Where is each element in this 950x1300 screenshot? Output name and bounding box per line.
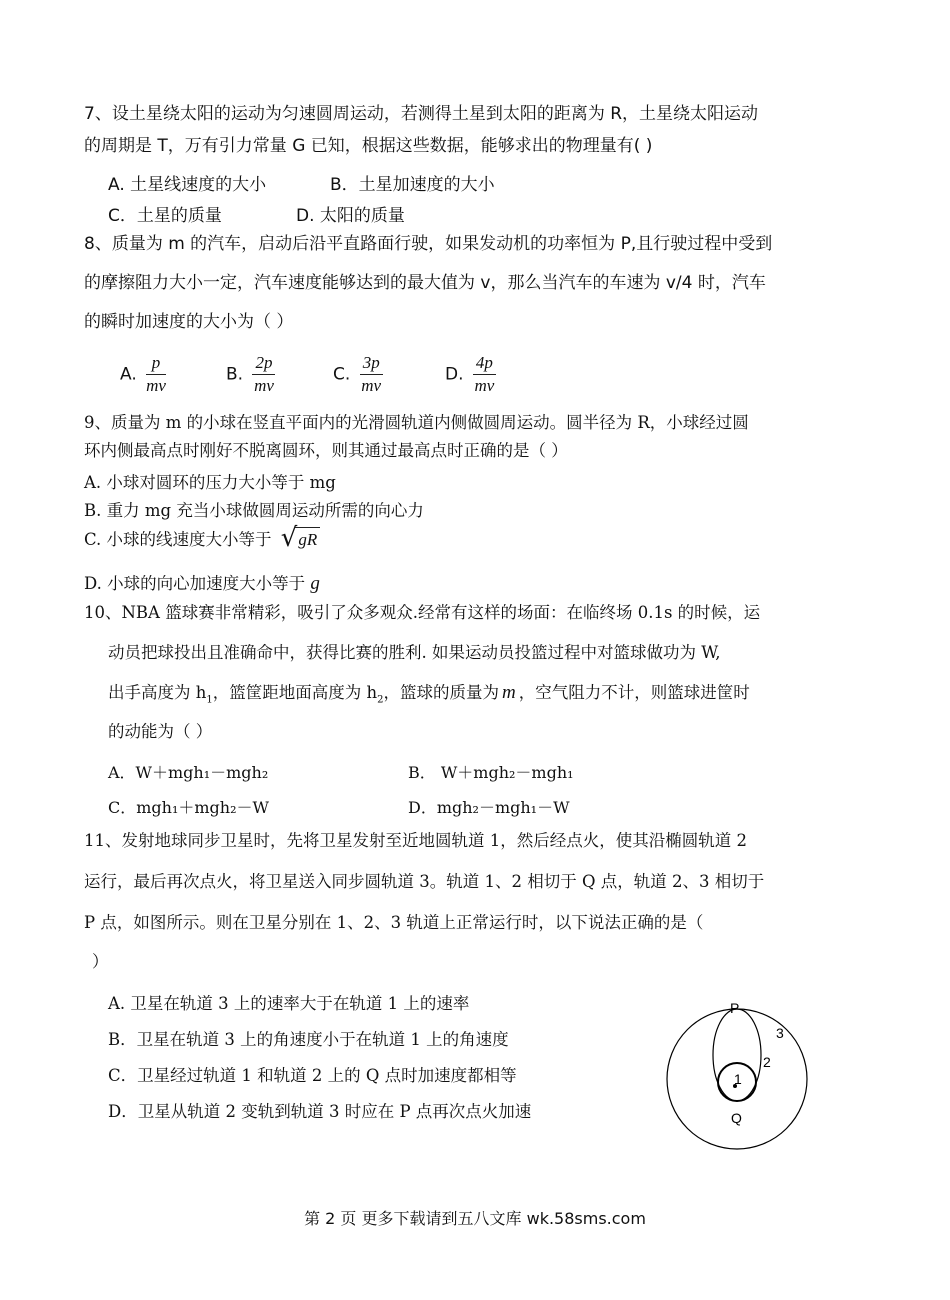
- q11-stem-line4: ）: [92, 952, 109, 971]
- q8-option-a: [120, 353, 166, 396]
- q9-option-d-symbol: g: [310, 573, 320, 594]
- q8-option-b-fraction: [252, 353, 275, 396]
- orbit-2-ellipse: [713, 1009, 761, 1101]
- q9-option-c-sqrt: [281, 523, 320, 553]
- q11-stem-line2: 运行，最后再次点火，将卫星送入同步圆轨道 3。轨道 1、2 相切于 Q 点，轨道 2、3 相切于: [84, 872, 765, 891]
- q10-sub-1: 1: [206, 694, 213, 706]
- q11-option-a: A. 卫星在轨道 3 上的速率大于在轨道 1 上的速率: [108, 994, 470, 1013]
- orbit-diagram: [664, 1000, 814, 1152]
- q9-option-b: B. 重力 mg 充当小球做圆周运动所需的向心力: [84, 501, 424, 520]
- q8-option-b-denominator: mv: [254, 376, 274, 395]
- q8-option-d-label: D.: [445, 364, 464, 385]
- q7-option-c: C．土星的质量: [108, 206, 222, 226]
- q8-option-b-label: B.: [226, 364, 244, 385]
- q8-option-d: [445, 353, 496, 396]
- q7-option-b: B．土星加速度的大小: [330, 175, 495, 195]
- q10-option-c: C．mgh₁＋mgh₂－W: [108, 798, 269, 817]
- q9-option-a: A. 小球对圆环的压力大小等于 mg: [84, 473, 336, 492]
- q10-line3-part-d: ，空气阻力不计，则篮球进筐时: [518, 683, 750, 702]
- q8-option-a-denominator: mv: [146, 376, 166, 395]
- q8-stem-line3: 的瞬时加速度的大小为（ ）: [84, 312, 294, 332]
- q9-option-d: [84, 570, 320, 595]
- q8-stem-line2: 的摩擦阻力大小一定，汽车速度能够达到的最大值为 v，那么当汽车的车速为 v/4 时，汽车: [84, 273, 766, 293]
- q8-option-d-numerator: 4p: [473, 353, 496, 375]
- q7-stem-line1: 7、设土星绕太阳的运动为匀速圆周运动，若测得土星到太阳的距离为 R，土星绕太阳运动: [84, 104, 759, 124]
- q10-option-d: D．mgh₂－mgh₁－W: [408, 798, 570, 817]
- q8-option-a-fraction: [146, 353, 166, 396]
- q8-option-c-numerator: 3p: [360, 353, 383, 375]
- q8-option-a-label: A.: [120, 364, 137, 385]
- q8-option-c-denominator: mv: [361, 376, 382, 395]
- q10-stem-line2: 动员把球投出且准确命中，获得比赛的胜利. 如果运动员投篮过程中对篮球做功为 W,: [108, 643, 721, 662]
- label-p: P: [730, 1000, 740, 1016]
- q11-option-d: D．卫星从轨道 2 变轨到轨道 3 时应在 P 点再次点火加速: [108, 1102, 532, 1121]
- q10-sub-2: 2: [377, 694, 384, 706]
- q11-option-c: C．卫星经过轨道 1 和轨道 2 上的 Q 点时加速度都相等: [108, 1066, 517, 1085]
- label-q: Q: [731, 1110, 742, 1126]
- page-footer: 第 2 页 更多下载请到五八文库 wk.58sms.com: [304, 1209, 646, 1228]
- q11-option-b: B．卫星在轨道 3 上的角速度小于在轨道 1 上的角速度: [108, 1030, 509, 1049]
- q10-stem-line4: 的动能为（ ）: [108, 722, 213, 741]
- q9-stem-line1: 9、质量为 m 的小球在竖直平面内的光滑圆轨道内侧做圆周运动。圆半径为 R，小球经过圆: [84, 413, 749, 432]
- q9-stem-line2: 环内侧最高点时刚好不脱离圆环，则其通过最高点时正确的是（ ）: [84, 441, 568, 460]
- radical-sign: √: [280, 523, 298, 553]
- q10-mass-symbol: m: [502, 682, 516, 703]
- q8-option-c-fraction: [360, 353, 383, 396]
- q8-option-b: [226, 353, 275, 396]
- q9-option-c-radicand: gR: [295, 527, 320, 550]
- q8-stem-line1: 8、质量为 m 的汽车，启动后沿平直路面行驶，如果发动机的功率恒为 P,且行驶过程中受到: [84, 234, 773, 254]
- q8-option-d-denominator: mv: [474, 376, 495, 395]
- q8-option-d-fraction: [473, 353, 496, 396]
- q9-option-d-text: D. 小球的向心加速度大小等于: [84, 574, 306, 593]
- q11-stem-line1: 11、发射地球同步卫星时，先将卫星发射至近地圆轨道 1，然后经点火，使其沿椭圆轨道 2: [84, 831, 747, 850]
- q7-stem-line2: 的周期是 T，万有引力常量 G 已知，根据这些数据，能够求出的物理量有( ): [84, 136, 653, 156]
- q10-option-a: A．W＋mgh₁－mgh₂: [108, 763, 269, 782]
- q8-option-c: [333, 353, 383, 396]
- label-orbit-2: 2: [763, 1054, 771, 1070]
- q10-line3-part-a: 出手高度为 h: [108, 683, 207, 702]
- q7-option-a: A. 土星线速度的大小: [108, 175, 267, 195]
- q7-option-d: D. 太阳的质量: [296, 206, 405, 226]
- label-orbit-3: 3: [776, 1025, 784, 1041]
- label-orbit-1: 1: [734, 1071, 742, 1087]
- q8-option-c-label: C.: [333, 364, 351, 385]
- q8-option-b-numerator: 2p: [252, 353, 275, 375]
- q11-stem-line3: P 点，如图所示。则在卫星分别在 1、2、3 轨道上正常运行时，以下说法正确的是（: [84, 913, 704, 932]
- q10-stem-line3: [108, 682, 750, 706]
- q10-line3-part-c: ，篮球的质量为: [383, 683, 499, 702]
- q10-line3-part-b: ，篮筐距地面高度为 h: [212, 683, 378, 702]
- q8-option-a-numerator: p: [146, 353, 166, 375]
- q10-option-b: B． W＋mgh₂－mgh₁: [408, 763, 574, 782]
- q10-stem-line1: 10、NBA 篮球赛非常精彩，吸引了众多观众.经常有这样的场面：在临终场 0.1s 的时候，运: [84, 603, 761, 622]
- q9-option-c-text: C. 小球的线速度大小等于: [84, 530, 272, 549]
- q9-option-c: [84, 523, 320, 553]
